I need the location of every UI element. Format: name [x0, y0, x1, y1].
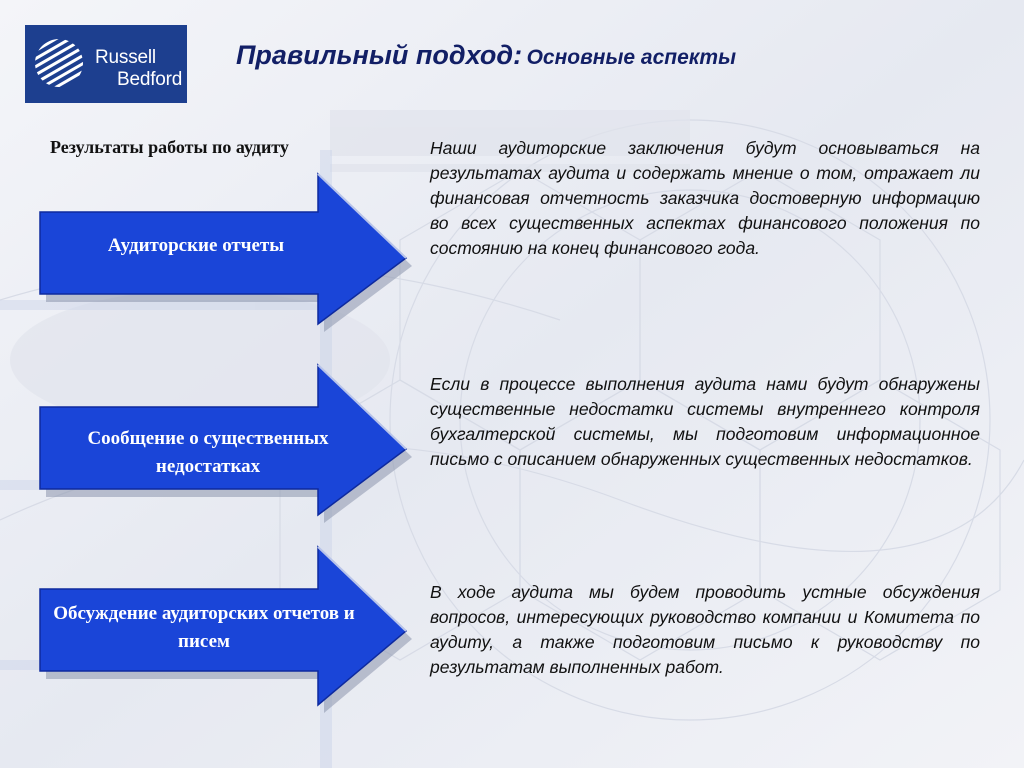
- arrow-label: Сообщение о существенных недостатках: [87, 428, 329, 477]
- description-deficiencies: Если в процессе выполнения аудита нами будут обнаружены существенные недостатки системы внутреннего контроля бухгалтерской системы, мы подготовим информационное письмо с описанием обнаруженных существенных недостатков.: [430, 374, 980, 469]
- arrow-block-audit-reports: [38, 172, 418, 342]
- arrow-block-deficiencies: [38, 363, 418, 533]
- arrow-label: Аудиторские отчеты: [107, 235, 285, 256]
- globe-stripes-icon: [31, 35, 87, 91]
- arrow-label: Обсуждение аудиторских отчетов и писем: [53, 603, 355, 652]
- logo-line-1: Russell: [95, 47, 156, 68]
- logo-wordmark: [95, 47, 182, 91]
- logo-line-2: Bedford: [117, 69, 183, 90]
- description-discussions: В ходе аудита мы будем проводить устные обсуждения вопросов, интересующих руководство компании и Комитета по аудиту, а также подготовим письмо к руководству по результатам выполненных работ.: [430, 582, 980, 677]
- page-title-main: Правильный подход:: [236, 40, 523, 70]
- arrow-block-discussions: [38, 545, 418, 715]
- left-column-heading: Результаты работы по аудиту: [50, 137, 289, 157]
- page-title-sub: Основные аспекты: [526, 46, 737, 69]
- page-title: [236, 40, 736, 71]
- company-logo: [25, 25, 187, 103]
- description-audit-reports: Наши аудиторские заключения будут основываться на результатах аудита и содержать мнение о том, отражает ли финансовая отчетность заказчика достоверную информацию во всех существенных аспектах финансового положения по состоянию на конец финансового года.: [430, 138, 980, 258]
